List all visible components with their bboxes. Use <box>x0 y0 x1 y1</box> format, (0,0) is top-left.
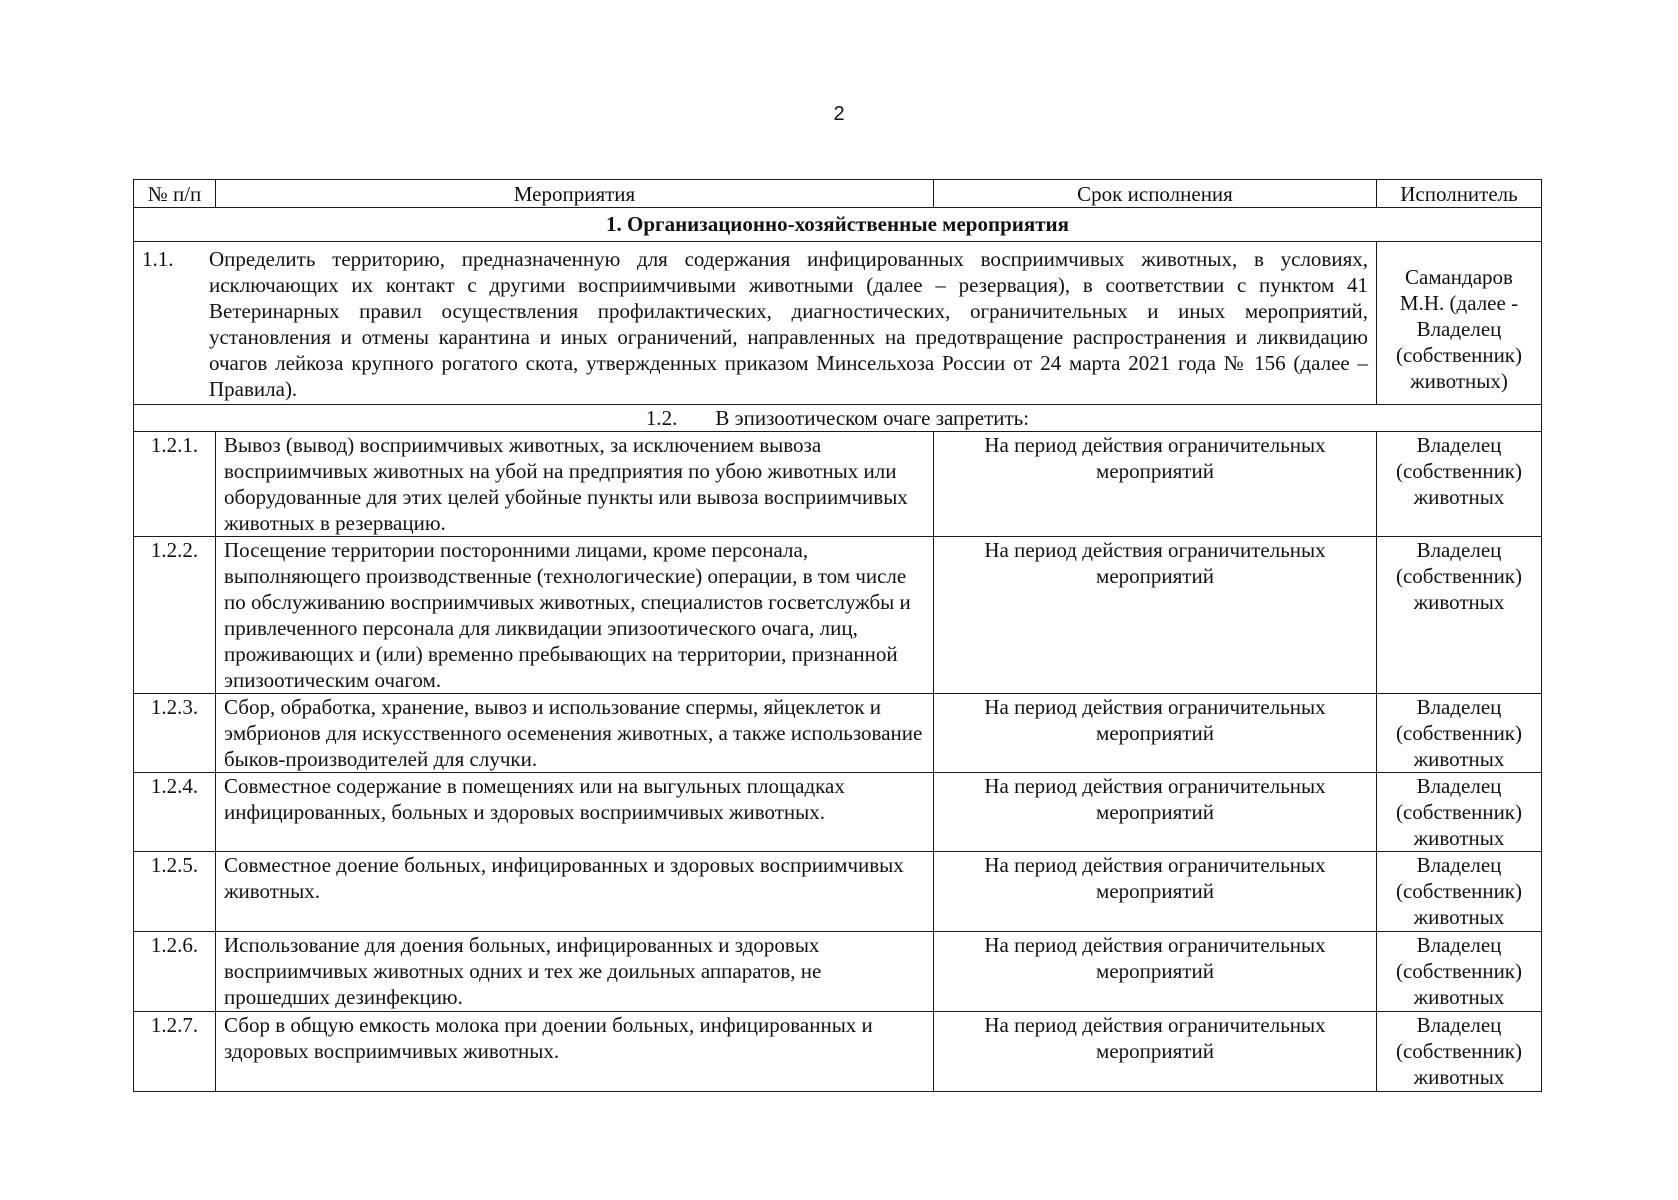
table-row <box>134 1012 1542 1092</box>
row-measure: Сбор в общую емкость молока при доении больных, инфицированных и здоровых восприимчивых животных. <box>216 1012 934 1092</box>
item-1-1-text: Определить территорию, предназначенную для содержания инфицированных восприимчивых животных, в условиях, исключающих их контакт с другими восприимчивыми животными (далее – резервация), в соответствии с пунктом 41 Ветеринарных правил осуществления профилактических, диагностических, ограничительных и иных мероприятий, установления и отмены карантина и иных ограничений, направленных на предотвращение распространения и ликвидацию очагов лейкоза крупного рогатого скота, утвержденных приказом Минсельхоза России от 24 марта 2021 года № 156 (далее – Правила). <box>209 247 1368 401</box>
row-measure: Совместное доение больных, инфицированных и здоровых восприимчивых животных. <box>216 852 934 932</box>
row-executor: Владелец (собственник) животных <box>1377 1012 1542 1092</box>
section-title: 1. Организационно-хозяйственные мероприятия <box>134 208 1542 242</box>
row-term: На период действия ограничительных мероприятий <box>934 432 1377 537</box>
subsection-num: 1.2. <box>645 406 678 430</box>
row-term: На период действия ограничительных мероприятий <box>934 852 1377 932</box>
row-num: 1.2.3. <box>134 694 216 773</box>
header-executor: Исполнитель <box>1377 180 1542 208</box>
row-term: На период действия ограничительных мероприятий <box>934 537 1377 694</box>
row-executor: Владелец (собственник) животных <box>1377 694 1542 773</box>
row-term: На период действия ограничительных мероприятий <box>934 773 1377 852</box>
row-measure: Вывоз (вывод) восприимчивых животных, за исключением вывоза восприимчивых животных на убой на предприятия по убою животных или оборудованные для этих целей убойные пункты или вывоза восприимчивых животных в резервацию. <box>216 432 934 537</box>
header-measures: Мероприятия <box>216 180 934 208</box>
section-title-row <box>134 208 1542 242</box>
table-row <box>134 773 1542 852</box>
table-row-1-1 <box>134 242 1542 405</box>
row-executor: Владелец (собственник) животных <box>1377 852 1542 932</box>
item-1-1-num: 1.1. <box>142 247 174 271</box>
row-num: 1.2.4. <box>134 773 216 852</box>
row-executor: Владелец (собственник) животных <box>1377 432 1542 537</box>
table-row <box>134 932 1542 1012</box>
item-1-1-executor: Самандаров М.Н. (далее - Владелец (собственник) животных) <box>1377 242 1542 405</box>
row-executor: Владелец (собственник) животных <box>1377 537 1542 694</box>
row-measure: Использование для доения больных, инфицированных и здоровых восприимчивых животных одних и тех же доильных аппаратов, не прошедших дезинфекцию. <box>216 932 934 1012</box>
row-executor: Владелец (собственник) животных <box>1377 773 1542 852</box>
row-measure: Посещение территории посторонними лицами, кроме персонала, выполняющего производственные (технологические) операции, в том числе по обслуживанию восприимчивых животных, специалистов госветслужбы и привлеченного персонала для ликвидации эпизоотического очага, лиц, проживающих и (или) временно пребывающих на территории, признанной эпизоотическим очагом. <box>216 537 934 694</box>
row-term: На период действия ограничительных мероприятий <box>934 932 1377 1012</box>
row-num: 1.2.5. <box>134 852 216 932</box>
row-executor: Владелец (собственник) животных <box>1377 932 1542 1012</box>
row-num: 1.2.6. <box>134 932 216 1012</box>
row-measure: Совместное содержание в помещениях или на выгульных площадках инфицированных, больных и здоровых восприимчивых животных. <box>216 773 934 852</box>
page-number: 2 <box>833 103 845 125</box>
row-num: 1.2.2. <box>134 537 216 694</box>
row-num: 1.2.7. <box>134 1012 216 1092</box>
header-term: Срок исполнения <box>934 180 1377 208</box>
row-term: На период действия ограничительных мероприятий <box>934 694 1377 773</box>
subsection-text: В эпизоотическом очаге запретить: <box>715 406 1030 430</box>
table-row <box>134 537 1542 694</box>
subsection-row <box>134 405 1542 432</box>
item-1-1-cell <box>134 242 1377 405</box>
subsection-cell <box>134 405 1542 432</box>
table-row <box>134 694 1542 773</box>
row-term: На период действия ограничительных мероприятий <box>934 1012 1377 1092</box>
header-num: № п/п <box>134 180 216 208</box>
row-measure: Сбор, обработка, хранение, вывоз и использование спермы, яйцеклеток и эмбрионов для искусственного осеменения животных, а также использование быков-производителей для случки. <box>216 694 934 773</box>
row-num: 1.2.1. <box>134 432 216 537</box>
table-row <box>134 852 1542 932</box>
table-row <box>134 432 1542 537</box>
table-header-row <box>134 180 1542 208</box>
measures-table <box>133 179 1542 1092</box>
